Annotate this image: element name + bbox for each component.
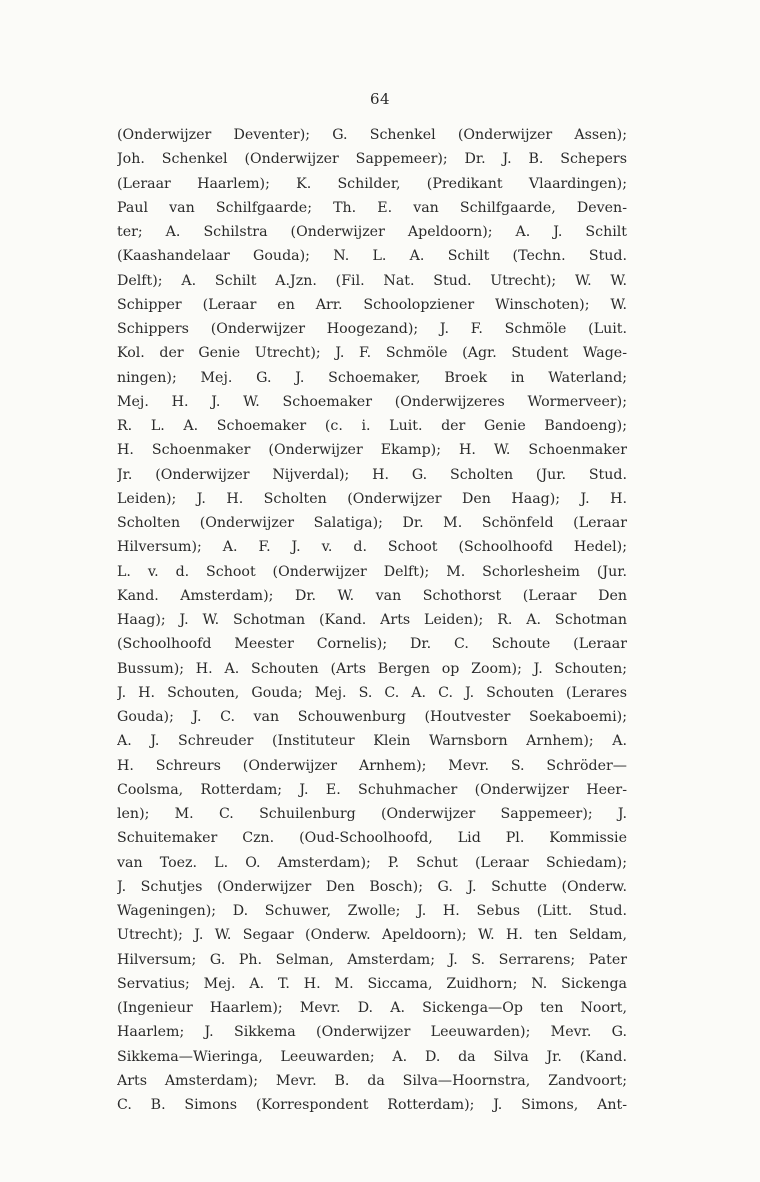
text-line: Coolsma, Rotterdam; J. E. Schuhmacher (Onderwijzer Heer-: [117, 781, 627, 798]
text-line: (Leraar Haarlem); K. Schilder, (Predikant Vlaardingen);: [117, 175, 627, 192]
text-line: A. J. Schreuder (Instituteur Klein Warnsborn Arnhem); A.: [117, 733, 627, 750]
text-line: Kol. der Genie Utrecht); J. F. Schmöle (Agr. Student Wage-: [117, 345, 627, 362]
text-line: (Ingenieur Haarlem); Mevr. D. A. Sickenga—Op ten Noort,: [117, 1000, 627, 1016]
text-line: H. Schoenmaker (Onderwijzer Ekamp); H. W. Schoenmaker: [117, 442, 627, 459]
text-line: Kand. Amsterdam); Dr. W. van Schothorst (Leraar Den: [117, 587, 627, 604]
text-line: Arts Amsterdam); Mevr. B. da Silva—Hoornstra, Zandvoort;: [117, 1072, 627, 1089]
text-line: J. H. Schouten, Gouda; Mej. S. C. A. C. J. Schouten (Lerares: [117, 684, 627, 701]
text-line: H. Schreurs (Onderwijzer Arnhem); Mevr. S. Schröder—: [117, 757, 627, 774]
text-line: Schuitemaker Czn. (Oud-Schoolhoofd, Lid Pl. Kommissie: [117, 830, 627, 847]
text-line: Servatius; Mej. A. T. H. M. Siccama, Zuidhorn; N. Sickenga: [117, 975, 627, 992]
text-line: Schippers (Onderwijzer Hoogezand); J. F. Schmöle (Luit.: [117, 321, 627, 337]
text-line: Delft); A. Schilt A.Jzn. (Fil. Nat. Stud. Utrecht); W. W.: [117, 272, 627, 289]
text-line: Wageningen); D. Schuwer, Zwolle; J. H. Sebus (Litt. Stud.: [117, 903, 627, 919]
text-line: (Onderwijzer Deventer); G. Schenkel (Onderwijzer Assen);: [117, 127, 627, 143]
text-line: Scholten (Onderwijzer Salatiga); Dr. M. Schönfeld (Leraar: [117, 515, 627, 531]
text-line: Haag); J. W. Schotman (Kand. Arts Leiden); R. A. Schotman: [117, 612, 627, 628]
text-line: Jr. (Onderwijzer Nijverdal); H. G. Scholten (Jur. Stud.: [117, 466, 627, 483]
text-line: Sikkema—Wieringa, Leeuwarden; A. D. da Silva Jr. (Kand.: [117, 1048, 627, 1065]
text-line: Hilversum; G. Ph. Selman, Amsterdam; J. S. Serrarens; Pater: [117, 951, 627, 968]
text-line: Schipper (Leraar en Arr. Schoolopziener Winschoten); W.: [117, 296, 627, 313]
text-line: van Toez. L. O. Amsterdam); P. Schut (Leraar Schiedam);: [117, 854, 627, 871]
text-line: Utrecht); J. W. Segaar (Onderw. Apeldoorn); W. H. ten Seldam,: [117, 927, 627, 944]
body-text: [117, 123, 627, 1117]
text-line: Haarlem; J. Sikkema (Onderwijzer Leeuwarden); Mevr. G.: [117, 1024, 627, 1041]
text-line: (Schoolhoofd Meester Cornelis); Dr. C. Schoute (Leraar: [117, 636, 627, 653]
text-line: J. Schutjes (Onderwijzer Den Bosch); G. J. Schutte (Onderw.: [117, 878, 627, 895]
text-line: Mej. H. J. W. Schoemaker (Onderwijzeres Wormerveer);: [117, 393, 627, 410]
text-line: Gouda); J. C. van Schouwenburg (Houtvester Soekaboemi);: [117, 709, 627, 725]
text-line: ter; A. Schilstra (Onderwijzer Apeldoorn); A. J. Schilt: [117, 224, 627, 240]
text-line: L. v. d. Schoot (Onderwijzer Delft); M. Schorlesheim (Jur.: [117, 563, 627, 580]
text-line: (Kaashandelaar Gouda); N. L. A. Schilt (Techn. Stud.: [117, 248, 627, 265]
text-line: len); M. C. Schuilenburg (Onderwijzer Sappemeer); J.: [117, 806, 627, 822]
text-line: C. B. Simons (Korrespondent Rotterdam); J. Simons, Ant-: [117, 1097, 627, 1113]
text-line: R. L. A. Schoemaker (c. i. Luit. der Genie Bandoeng);: [117, 418, 627, 434]
text-line: Paul van Schilfgaarde; Th. E. van Schilfgaarde, Deven-: [117, 199, 627, 216]
page-number: 64: [369, 90, 391, 108]
text-line: Bussum); H. A. Schouten (Arts Bergen op Zoom); J. Schouten;: [117, 660, 627, 677]
text-line: ningen); Mej. G. J. Schoemaker, Broek in Waterland;: [117, 369, 627, 386]
text-line: Joh. Schenkel (Onderwijzer Sappemeer); Dr. J. B. Schepers: [117, 151, 627, 168]
text-line: Leiden); J. H. Scholten (Onderwijzer Den Haag); J. H.: [117, 490, 627, 507]
text-line: Hilversum); A. F. J. v. d. Schoot (Schoolhoofd Hedel);: [117, 539, 627, 556]
